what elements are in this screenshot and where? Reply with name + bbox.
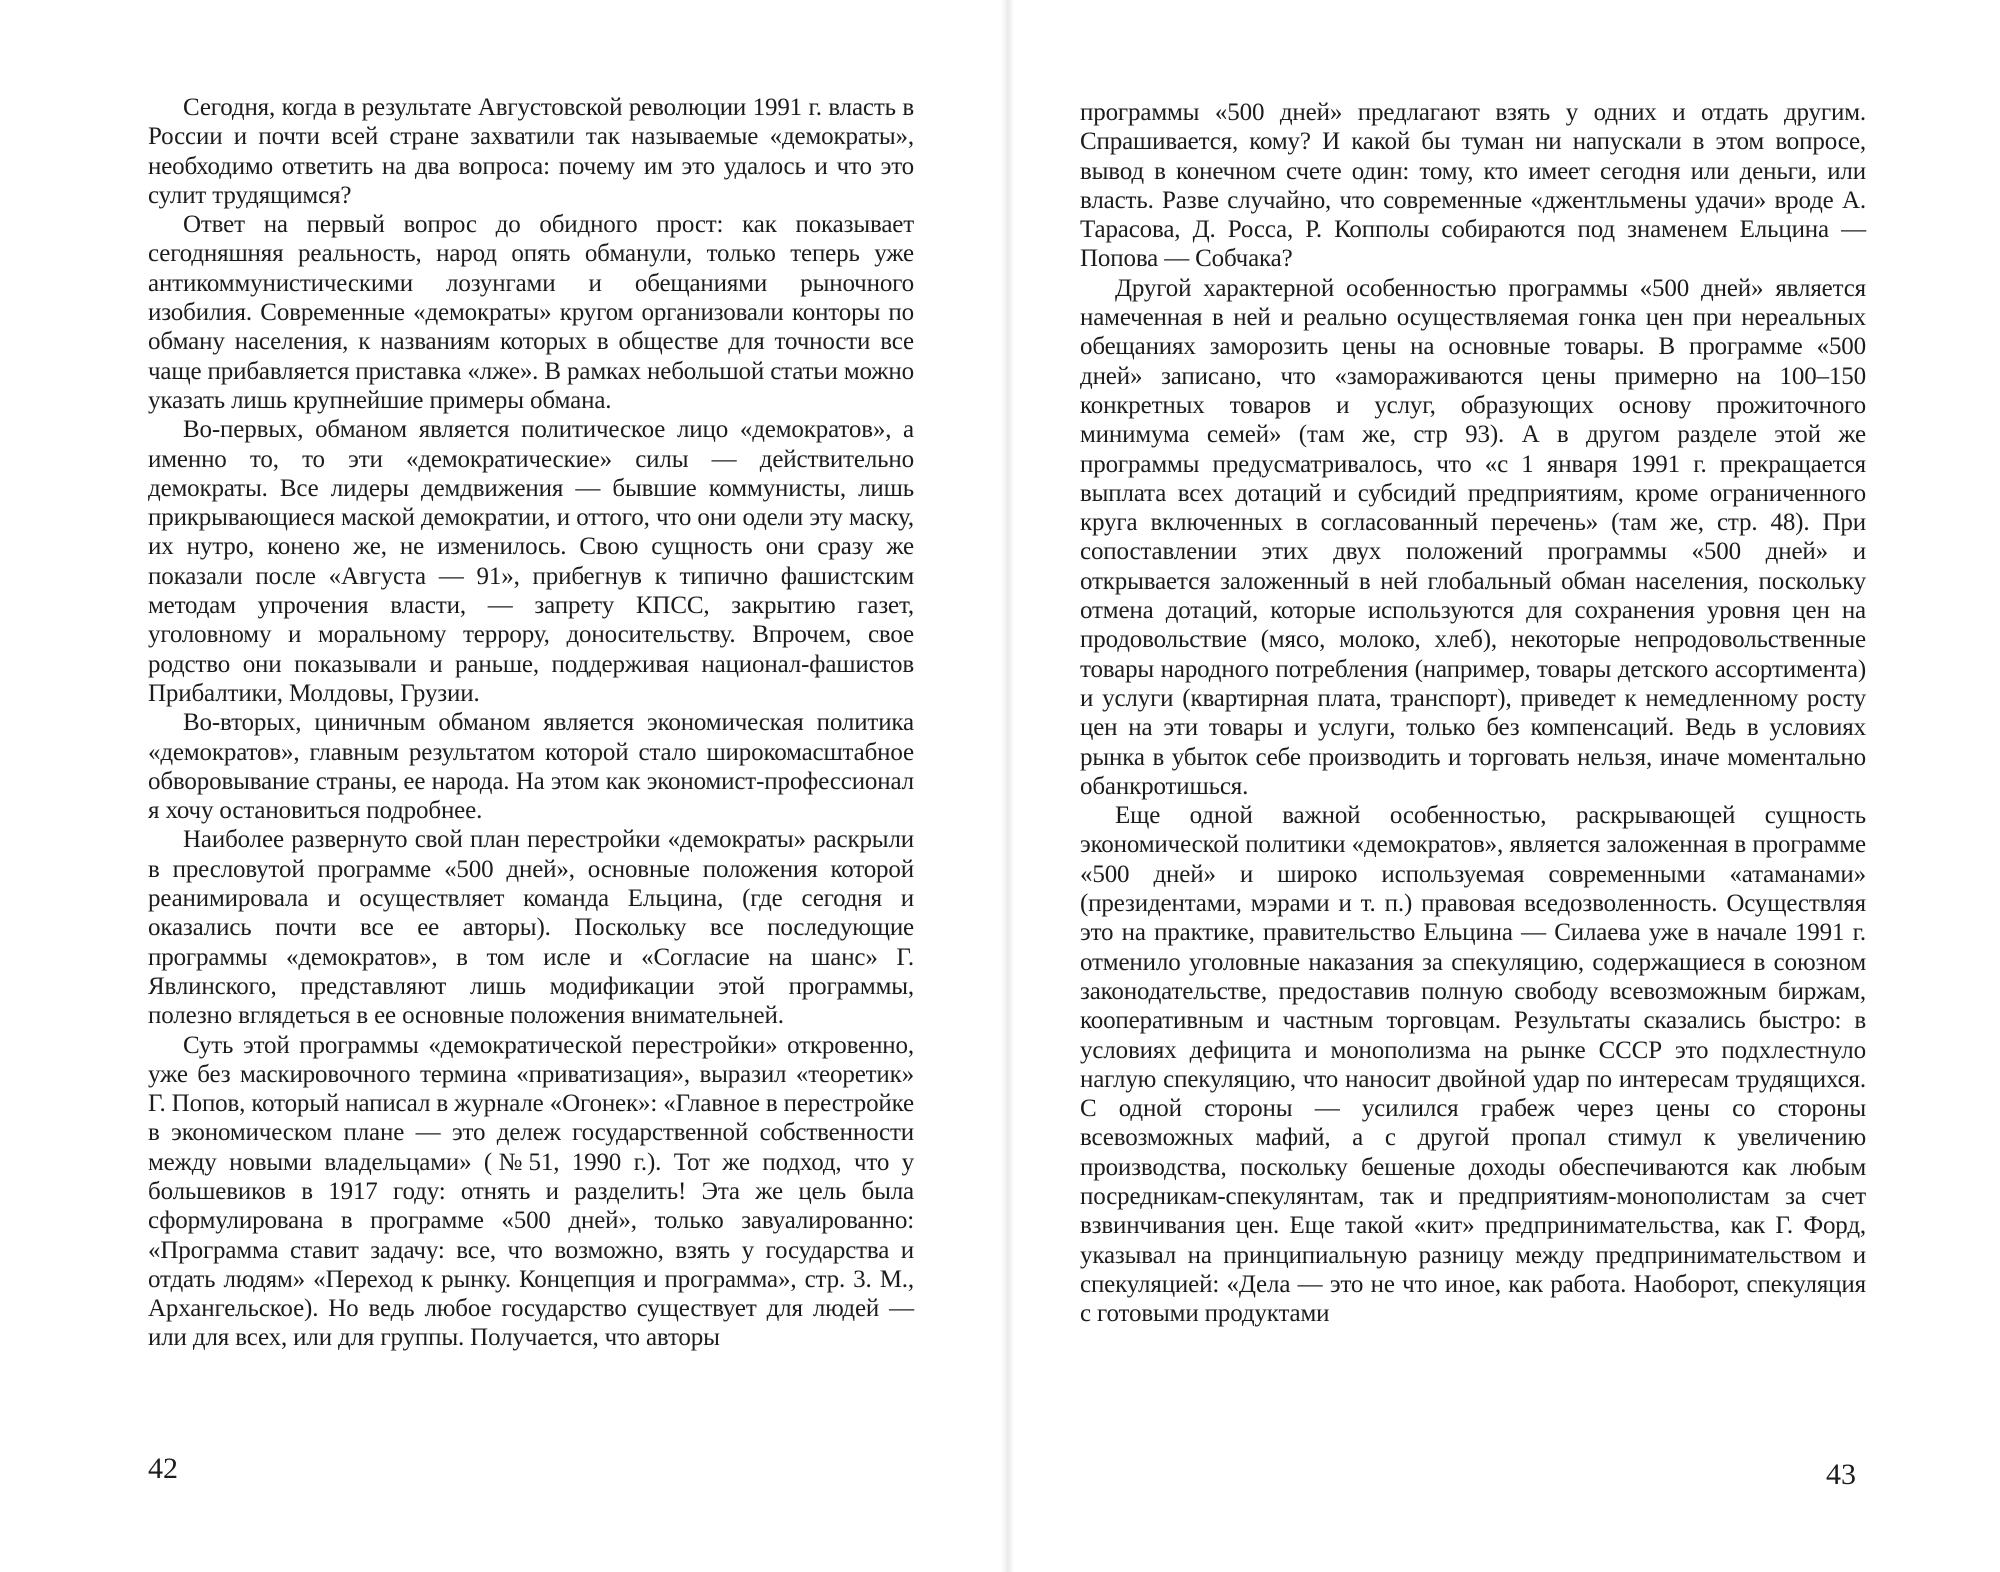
right-page (1014, 0, 2000, 1572)
page-number-right: 43 (1826, 1458, 1856, 1491)
paragraph: Ответ на первый вопрос до обидного прост: как показывает сегодняшняя реальность, народ опять обманули, только теперь уже антикоммунистическими лозунгами и обещаниями рыночного изобилия. Современные «демократы» кругом организовали конторы по обману населения, к названиям которых в обществе для точности все чаще прибавляется приставка «лже». В рамках небольшой статьи можно указать лишь крупнейшие примеры обмана. (148, 211, 914, 414)
paragraph: Наиболее развернуто свой план перестройки «демократы» раскрыли в пресловутой программе «500 дней», основные положения которой реанимировала и осуществляет команда Ельцина, (где сегодня и оказались почти все ее авторы). Поскольку все последующие программы «демократов», в том исле и «Согласие на шанс» Г. Явлинского, представляют лишь модификации этой программы, полезно вглядеться в ее основные положения внимательней. (148, 826, 914, 1030)
right-page-body (1080, 98, 1866, 1328)
paragraph: Еще одной важной особенностью, раскрывающей сущность экономической политики «демократов», является заложенная в программе «500 дней» и широко используемая современными «атаманами» (президентами, мэрами и т. п.) правовая вседозволенность. Осуществляя это на практике, правительство Ельцина — Силаева уже в начале 1991 г. отменило уголовные наказания за спекуляцию, содержащиеся в союзном законодательстве, предоставив полную свободу всевозможным биржам, кооперативным и частным торговцам. Результаты сказались быстро: в условиях дефицита и монополизма на рынке СССР это подхлестнуло наглую спекуляцию, что наносит двойной удар по интересам трудящихся. С одной стороны — усилился грабеж через цены со стороны всевозможных мафий, а с другой пропал стимул к увеличению производства, поскольку бешеные доходы обеспечиваются как любым посредникам-спекулянтам, так и предприятиям-монополистам за счет взвинчивания цен. Еще такой «кит» предпринимательства, как Г. Форд, указывал на принципиальную разницу между предпринимательством и спекуляцией: «Дела — это не что иное, как работа. Наоборот, спекуляция с готовыми продуктами (1080, 802, 1866, 1328)
page-number-left: 42 (148, 1452, 178, 1485)
paragraph: Сегодня, когда в результате Августовской революции 1991 г. власть в России и почти всей стране захватили так называемые «демократы», необходимо ответить на два вопроса: почему им это удалось и что это сулит трудящимся? (148, 94, 914, 209)
paragraph: Другой характерной особенностью программы «500 дней» является намеченная в ней и реально осуществляемая гонка цен при нереальных обещаниях заморозить цены на основные товары. В программе «500 дней» записано, что «замораживаются цены примерно на 100–150 конкретных товаров и услуг, образующих основу прожиточного минимума семей» (там же, стр 93). А в другом разделе этой же программы предусматривалось, что «с 1 января 1991 г. прекращается выплата всех дотаций и субсидий предприятиям, кроме ограниченного круга включенных в согласованный перечень» (там же, стр. 48). При сопоставлении этих двух положений программы «500 дней» и открывается заложенный в ней глобальный обман населения, поскольку отмена дотаций, которые используются для сохранения уровня цен на продовольствие (мясо, молоко, хлеб), некоторые непродовольственные товары народного потребления (например, товары детского ассортимента) и услуги (квартирная плата, транспорт), приведет к немедленному росту цен на эти товары и услуги, только без компенсаций. Ведь в условиях рынка в убыток себе производить и торговать нельзя, иначе моментально обанкротишься. (1080, 274, 1866, 800)
paragraph-continued: программы «500 дней» предлагают взять у одних и отдать другим. Спрашивается, кому? И какой бы туман ни напускали в этом вопросе, вывод в конечном счете один: тому, кто имеет сегодня или деньги, или власть. Разве случайно, что современные «джентльмены удачи» вроде А. Тарасова, Д. Росса, Р. Копполы собираются под знаменем Ельцина — Попова — Собчака? (1080, 99, 1866, 273)
paragraph: Во-вторых, циничным обманом является экономическая политика «демократов», главным результатом которой стало широкомасштабное обворовывание страны, ее народа. На этом как экономист-профессионал я хочу остановиться подробнее. (148, 709, 914, 825)
paragraph: Во-первых, обманом является политическое лицо «демократов», а именно то, то эти «демократические» силы — действительно демократы. Все лидеры демдвижения — бывшие коммунисты, лишь прикрывающиеся маской демократии, и оттого, что они одели эту маску, их нутро, конено же, не изменилось. Свою сущность они сразу же показали после «Августа — 91», прибегнув к типично фашистским методам упрочения власти, — запрету КПСС, закрытию газет, уголовному и моральному террору, доносительству. Впрочем, свое родство они показывали и раньше, поддерживая национал-фашистов Прибалтики, Молдовы, Грузии. (148, 416, 914, 707)
book-gutter (1000, 0, 1014, 1572)
left-page-body (148, 93, 914, 1353)
paragraph: Суть этой программы «демократической перестройки» откровенно, уже без маскировочного термина «приватизация», выразил «теоретик» Г. Попов, который написал в журнале «Огонек»: «Главное в перестройке в экономическом плане — это дележ государственной собственности между новыми владельцами» (№51, 1990 г.). Тот же подход, что у большевиков в 1917 году: отнять и разделить! Эта же цель была сформулирована в программе «500 дней», только завуалированно: «Программа ставит задачу: все, что возможно, взять у государства и отдать людям» «Переход к рынку. Концепция и программа», стр. 3. М., Архангельское). Но ведь любое государство существует для людей — или для всех, или для группы. Получается, что авторы (148, 1031, 914, 1352)
